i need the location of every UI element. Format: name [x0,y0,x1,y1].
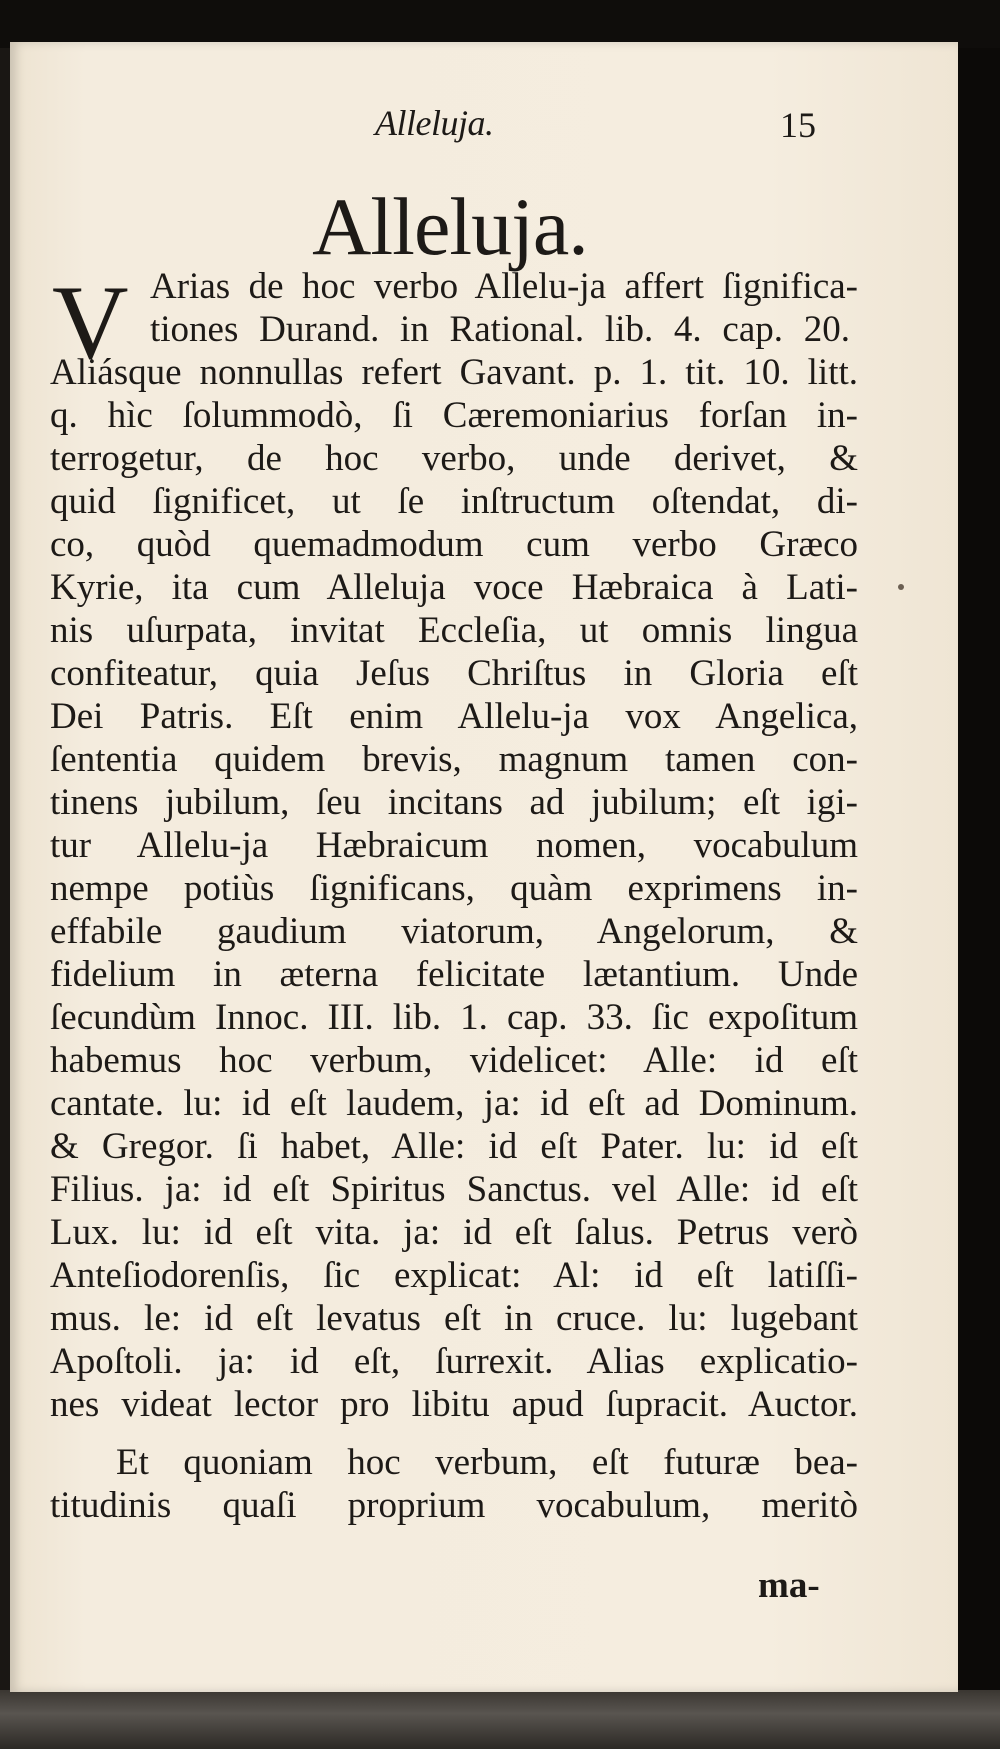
text-line: Aliásque nonnullas refert Gavant. p. 1. tit. 10. litt. [50,352,858,393]
text-line: Et quoniam hoc verbum, eſt futuræ bea- [116,1442,858,1483]
text-line: Lux. lu: id eſt vita. ja: id eſt ſalus. Petrus verò [50,1212,858,1253]
text-line: & Gregor. ſi habet, Alle: id eſt Pater. lu: id eſt [50,1126,858,1167]
running-title: Alleluja. [375,103,494,143]
text-line: co, quòd quemadmodum cum verbo Græco [50,524,858,565]
text-line: terrogetur, de hoc verbo, unde derivet, & [50,438,858,479]
text-line: cantate. lu: id eſt laudem, ja: id eſt ad Dominum. [50,1083,858,1124]
text-line: confiteatur, quia Jeſus Chriſtus in Gloria eſt [50,653,858,694]
text-line: Kyrie, ita cum Alleluja voce Hæbraica à Lati- [50,567,858,608]
catchword: ma- [758,1565,820,1606]
running-head [10,102,958,152]
paper-speck [898,584,904,590]
text-line: tur Allelu-ja Hæbraicum nomen, vocabulum [50,825,858,866]
text-line: habemus hoc verbum, videlicet: Alle: id eſt [50,1040,858,1081]
text-line: fidelium in æterna felicitate lætantium. Unde [50,954,858,995]
scan-border-top [0,0,1000,48]
text-line: titudinis quaſi proprium vocabulum, meritò [50,1485,858,1526]
text-line: tinens jubilum, ſeu incitans ad jubilum; eſt igi- [50,782,858,823]
chapter-title: Alleluja. [312,181,588,272]
text-line: Filius. ja: id eſt Spiritus Sanctus. vel Alle: id eſt [50,1169,858,1210]
text-line: Apoſtoli. ja: id eſt, ſurrexit. Alias explicatio- [50,1341,858,1382]
text-line: Dei Patris. Eſt enim Allelu-ja vox Angelica, [50,696,858,737]
text-line: quid ſignificet, ut ſe inſtructum oſtendat, di- [50,481,858,522]
page-number: 15 [780,105,816,145]
text-line: mus. le: id eſt levatus eſt in cruce. lu: lugebant [50,1298,858,1339]
scan-border-bottom [0,1690,1000,1749]
text-line: ſententia quidem brevis, magnum tamen con- [50,739,858,780]
drop-capital: V [52,264,129,381]
text-line: q. hìc ſolummodò, ſi Cæremoniarius forſan in- [50,395,858,436]
book-page [10,42,958,1692]
text-line: Arias de hoc verbo Allelu-ja affert ſignifica- [150,266,858,307]
scan-border-right [958,48,1000,1690]
text-line: nempe potiùs ſignificans, quàm exprimens in- [50,868,858,909]
text-line: nes videat lector pro libitu apud ſupracit. Auctor. [50,1384,858,1425]
text-line: nis uſurpata, invitat Eccleſia, ut omnis lingua [50,610,858,651]
text-line: ſecundùm Innoc. III. lib. 1. cap. 33. ſic expoſitum [50,997,858,1038]
text-line: tiones Durand. in Rational. lib. 4. cap. 20. [150,309,850,350]
text-line: Anteſiodorenſis, ſic explicat: Al: id eſt latiſſi- [50,1255,858,1296]
text-line: effabile gaudium viatorum, Angelorum, & [50,911,858,952]
